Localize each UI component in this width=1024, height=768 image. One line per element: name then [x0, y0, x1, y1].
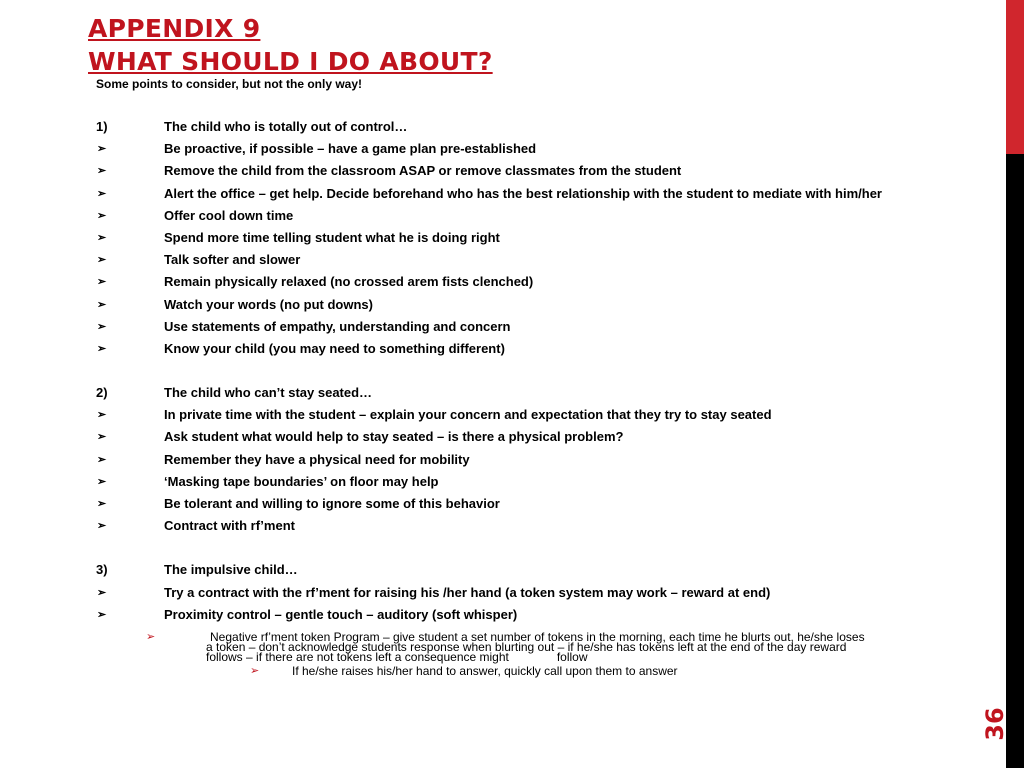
bullet-arrow-icon: ➢	[97, 254, 107, 267]
bullet-arrow-icon: ➢	[97, 409, 107, 422]
content-list	[96, 116, 996, 626]
sub-sub-bullet-text: If he/she raises his/her hand to answer, quickly call upon them to answer	[292, 664, 678, 678]
bullet-text: ‘Masking tape boundaries’ on floor may help	[164, 473, 439, 489]
sub-sub-bullet-arrow-icon: ➢	[250, 665, 260, 677]
bullet-item	[96, 183, 996, 205]
page-number: 36	[981, 707, 1009, 741]
bullet-item	[96, 471, 996, 493]
bullet-arrow-icon: ➢	[97, 520, 107, 533]
bullet-text: Proximity control – gentle touch – auditory (soft whisper)	[164, 606, 518, 622]
bullet-item	[96, 294, 996, 316]
bullet-arrow-icon: ➢	[97, 475, 107, 488]
bullet-text: In private time with the student – explain your concern and expectation that they try to stay seated	[164, 407, 772, 423]
bullet-item	[96, 205, 996, 227]
bullet-item	[96, 404, 996, 426]
bullet-item	[96, 604, 996, 626]
bullet-text: Watch your words (no put downs)	[164, 296, 373, 312]
bullet-text: Ask student what would help to stay seated – is there a physical problem?	[164, 429, 624, 445]
bullet-text: Be tolerant and willing to ignore some of this behavior	[164, 496, 500, 511]
right-accent-bar-red	[1006, 0, 1024, 154]
title-line-2: WHAT SHOULD I DO ABOUT?	[88, 47, 493, 76]
bullet-arrow-icon: ➢	[97, 608, 107, 621]
section-heading	[96, 116, 996, 138]
section-heading	[96, 382, 996, 404]
bullet-text: Be proactive, if possible – have a game plan pre-established	[164, 141, 537, 157]
bullet-item	[96, 426, 996, 448]
bullet-arrow-icon: ➢	[97, 165, 107, 178]
bullet-arrow-icon: ➢	[97, 320, 107, 333]
sub-bullet-line-1: Negative rf’ment token Program – give student a set number of tokens in the morning, each time he blurts out, he/she loses	[210, 630, 865, 644]
bullet-arrow-icon: ➢	[97, 431, 107, 444]
bullet-item	[96, 493, 996, 515]
bullet-item	[96, 271, 996, 293]
bullet-arrow-icon: ➢	[97, 298, 107, 311]
sub-bullet-arrow-icon: ➢	[146, 631, 156, 643]
bullet-text: Remember they have a physical need for mobility	[164, 451, 470, 467]
bullet-text: Remain physically relaxed (no crossed arem fists clenched)	[164, 274, 534, 290]
bullet-arrow-icon: ➢	[97, 231, 107, 244]
bullet-item	[96, 582, 996, 604]
right-accent-bar-black	[1006, 154, 1024, 768]
bullet-item	[96, 316, 996, 338]
title-line-1: APPENDIX 9	[88, 14, 261, 43]
bullet-item	[96, 160, 996, 182]
section-number: 3)	[96, 562, 108, 578]
bullet-item	[96, 138, 996, 160]
slide-title	[88, 12, 493, 78]
sub-bullet-line-2: a token – don’t acknowledge students response when blurting out – if he/she has tokens left at the end of the day reward	[206, 640, 847, 654]
bullet-text: Try a contract with the rf’ment for raising his /her hand (a token system may work – reward at end)	[164, 584, 771, 600]
bullet-text: Spend more time telling student what he is doing right	[164, 229, 500, 245]
section-heading-text: The child who can’t stay seated…	[164, 385, 373, 401]
bullet-text: Know your child (you may need to something different)	[164, 340, 505, 356]
bullet-arrow-icon: ➢	[97, 143, 107, 156]
bullet-arrow-icon: ➢	[97, 586, 107, 599]
sub-bullet-line-3-tail: follow	[556, 650, 588, 664]
bullet-item	[96, 249, 996, 271]
bullet-arrow-icon: ➢	[97, 498, 107, 510]
bullet-text: Contract with rf’ment	[164, 518, 295, 534]
sub-bullet-line-3-text: follows – if there are not tokens left a consequence might	[206, 650, 509, 664]
bullet-arrow-icon: ➢	[97, 187, 107, 200]
section-heading	[96, 559, 996, 581]
bullet-arrow-icon: ➢	[97, 453, 107, 466]
bullet-item	[96, 449, 996, 471]
bullet-text: Remove the child from the classroom ASAP or remove classmates from the student	[164, 163, 682, 179]
bullet-text: Alert the office – get help. Decide beforehand who has the best relationship with the student to mediate with him/her	[164, 185, 882, 201]
bullet-item	[96, 515, 996, 537]
section-number: 2)	[96, 385, 108, 401]
bullet-item	[96, 227, 996, 249]
bullet-item	[96, 338, 996, 360]
section-heading-text: The impulsive child…	[164, 562, 298, 578]
bullet-text: Use statements of empathy, understanding and concern	[164, 318, 511, 334]
bullet-text: Talk softer and slower	[164, 252, 301, 268]
bullet-text: Offer cool down time	[164, 207, 294, 223]
sub-bullet-text	[206, 632, 996, 662]
section-heading-text: The child who is totally out of control…	[164, 119, 408, 134]
subtitle: Some points to consider, but not the only way!	[96, 77, 363, 91]
bullet-arrow-icon: ➢	[97, 342, 107, 355]
section-number: 1)	[96, 119, 108, 134]
bullet-arrow-icon: ➢	[97, 209, 107, 222]
bullet-arrow-icon: ➢	[97, 276, 107, 289]
